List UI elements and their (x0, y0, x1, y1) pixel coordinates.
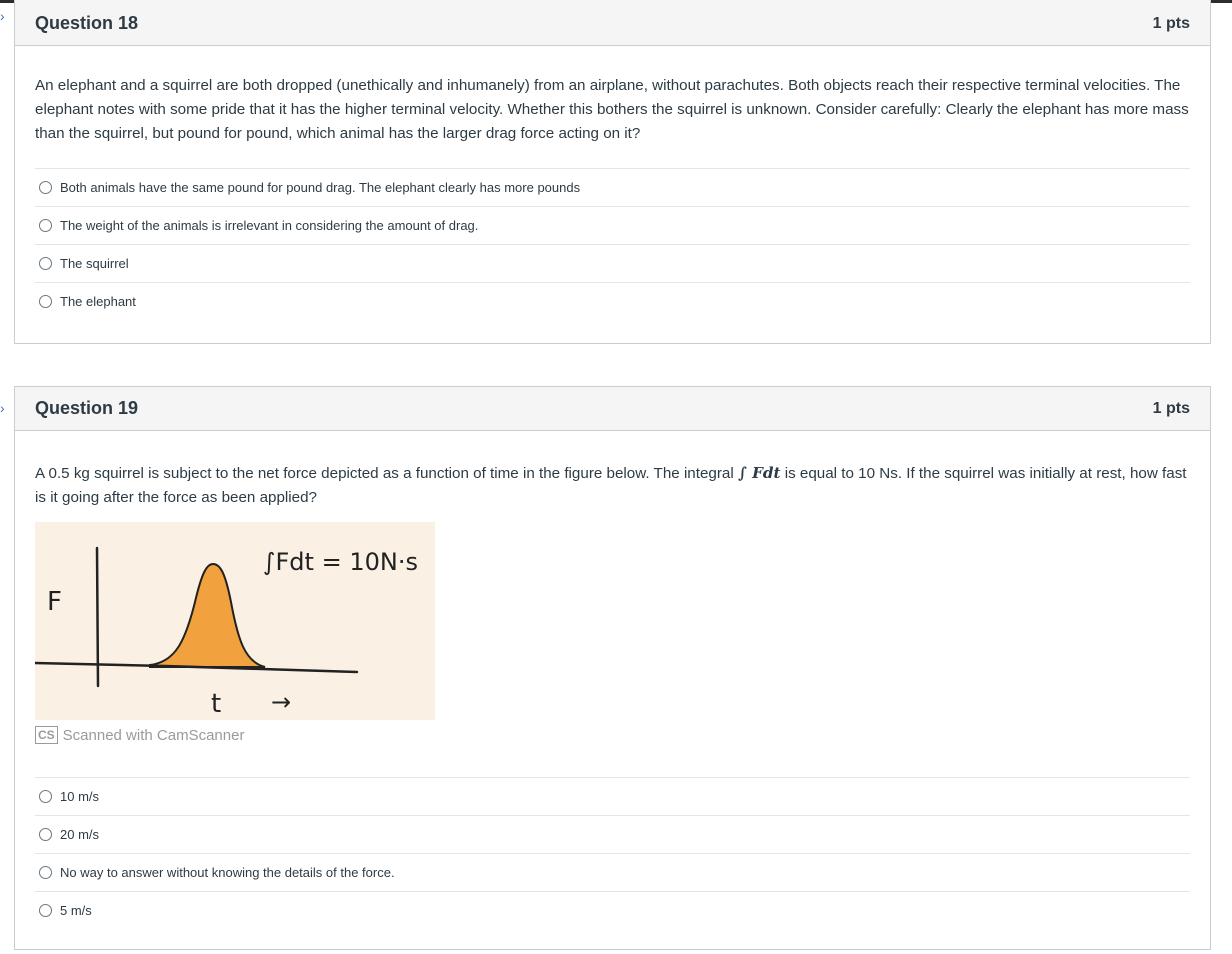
chevron-right-icon[interactable]: › (0, 400, 5, 416)
answer-list (35, 777, 1190, 929)
question-text (35, 461, 1190, 510)
question-text-start: A 0.5 kg squirrel is subject to the net force depicted as a function of time in the figure below. The integral (35, 465, 738, 482)
answer-label: The squirrel (60, 256, 129, 271)
camscanner-caption (35, 724, 1190, 746)
question-text-end: is equal to 10 Ns. If the squirrel was initially at rest, how fast is it going after the force as been applied? (35, 465, 1187, 506)
integral-expression: ∫ Fdt (737, 464, 781, 482)
answer-option[interactable] (35, 816, 1190, 854)
radio-button[interactable] (39, 828, 52, 841)
answer-list (35, 168, 1190, 320)
question-text: An elephant and a squirrel are both dropped (unethically and inhumanely) from an airplane, without parachutes. Both objects reach their respective terminal velocities. The elephant notes with some pride that it has the higher terminal velocity. Whether this bothers the squirrel is unknown. Consider carefully: Clearly the elephant has more mass than the squirrel, but pound for pound, which animal has the larger drag force acting on it? (35, 77, 1189, 142)
integral-annotation: ∫Fdt = 10N·s (263, 548, 418, 576)
answer-option[interactable] (35, 207, 1190, 245)
force-time-sketch (35, 522, 435, 720)
answer-option[interactable] (35, 245, 1190, 283)
question-title: Question 18 (35, 13, 139, 33)
camscanner-logo: CS (35, 726, 58, 744)
question-header (15, 0, 1210, 46)
answer-option[interactable] (35, 778, 1190, 816)
question-19 (14, 386, 1211, 950)
radio-button[interactable] (39, 790, 52, 803)
radio-button[interactable] (39, 257, 52, 270)
answer-label: 5 m/s (60, 903, 92, 918)
caption-text: Scanned with CamScanner (62, 726, 245, 744)
answer-label: The weight of the animals is irrelevant in considering the amount of drag. (60, 218, 479, 233)
answer-label: The elephant (60, 294, 136, 309)
answer-label: 10 m/s (60, 789, 100, 804)
answer-option[interactable] (35, 169, 1190, 207)
chevron-right-icon[interactable]: › (0, 8, 5, 24)
answer-label: Both animals have the same pound for pound drag. The elephant clearly has more pounds (60, 180, 581, 195)
question-18 (14, 0, 1211, 344)
answer-option[interactable] (35, 283, 1190, 320)
force-time-figure (35, 522, 435, 720)
radio-button[interactable] (39, 904, 52, 917)
answer-option[interactable] (35, 892, 1190, 929)
question-points: 1 pts (1152, 14, 1190, 32)
answer-option[interactable] (35, 854, 1190, 892)
impulse-area (150, 564, 265, 667)
radio-button[interactable] (39, 295, 52, 308)
question-points: 1 pts (1152, 399, 1190, 417)
answer-label: 20 m/s (60, 827, 100, 842)
arrow-icon: → (271, 688, 292, 716)
answer-label: No way to answer without knowing the details of the force. (60, 865, 395, 880)
radio-button[interactable] (39, 866, 52, 879)
question-title: Question 19 (35, 398, 139, 418)
radio-button[interactable] (39, 219, 52, 232)
y-axis-label: F (47, 587, 62, 617)
x-axis-label: t (211, 689, 222, 719)
radio-button[interactable] (39, 181, 52, 194)
question-header (15, 387, 1210, 431)
